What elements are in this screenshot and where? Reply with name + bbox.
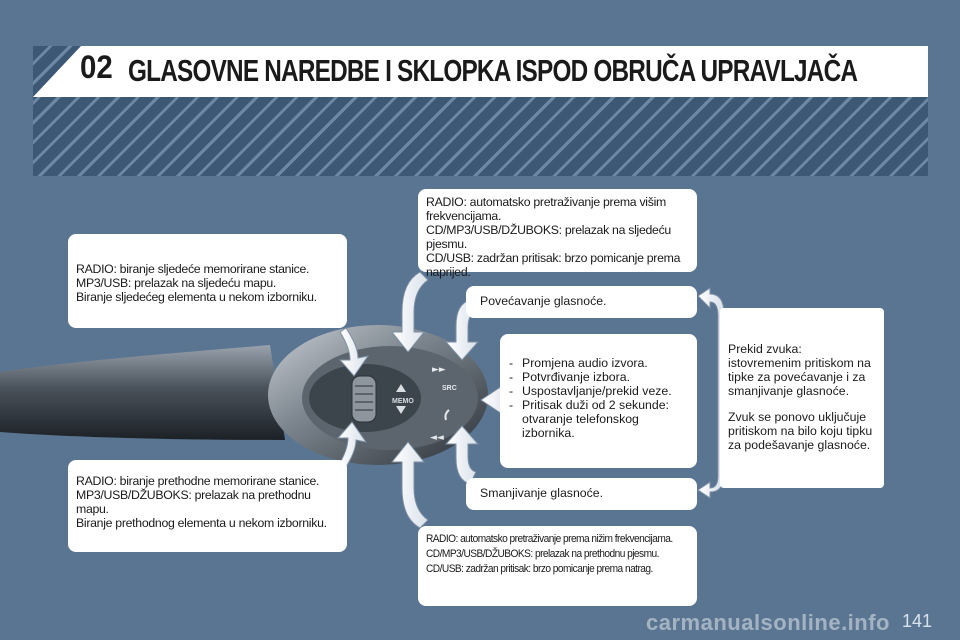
box-volume-up [466, 286, 697, 318]
page-title: GLASOVNE NAREDBE I SKLOPKA ISPOD OBRUČA UPRAVLJAČA [128, 53, 858, 88]
src-label: SRC [442, 385, 457, 392]
next-station-line-1: RADIO: biranje sljedeće memorirane stanice. [76, 262, 310, 276]
prev-station-line-1: RADIO: biranje prethodne memorirane stanice. [76, 474, 320, 488]
src-item-1: - Promjena audio izvora. [506, 356, 691, 370]
seek-forward-icon: ►► [432, 365, 446, 375]
src-list [506, 356, 691, 440]
seek-back-icon: ◄◄ [430, 433, 444, 443]
page-number: 141 [901, 611, 932, 631]
box-prev-station [68, 460, 347, 552]
watermark: carmanualsonline.info [646, 610, 890, 635]
memo-label: MEMO [392, 398, 414, 405]
volume-up-text: Povećavanje glasnoće. [480, 294, 607, 308]
seek-up-line-3: CD/USB: zadržan pritisak: brzo pomicanje prema naprijed. [426, 251, 681, 279]
mute-paragraph-1: Prekid zvuka: istovremenim pritiskom na tipke za povećavanje i za smanjivanje glasnoće. [728, 342, 871, 398]
box-mute [720, 308, 884, 488]
box-src [500, 334, 697, 468]
box-seek-up [418, 189, 697, 279]
seek-down-line-2: CD/MP3/USB/DŽUBOKS: prelazak na prethodnu pjesmu. [426, 548, 659, 560]
chapter-number: 02 [80, 49, 113, 85]
next-station-line-3: Biranje sljedećeg elementa u nekom izborniku. [76, 290, 317, 304]
next-station-line-2: MP3/USB: prelazak na sljedeću mapu. [76, 276, 277, 290]
thumbwheel [352, 376, 376, 422]
seek-down-line-1: RADIO: automatsko pretraživanje prema nižim frekvencijama. [426, 533, 673, 545]
stalk-body [0, 345, 285, 440]
prev-station-line-3: Biranje prethodnog elementa u nekom izborniku. [76, 516, 327, 530]
box-seek-down [418, 526, 697, 606]
src-item-4: - Pritisak duži od 2 sekunde: otvaranje telefonskog izbornika. [506, 398, 691, 440]
src-item-2: - Potvrđivanje izbora. [506, 370, 691, 384]
prev-station-line-2: MP3/USB/DŽUBOKS: prelazak na prethodnu mapu. [76, 488, 311, 516]
seek-down-line-3: CD/USB: zadržan pritisak: brzo pomicanje prema natrag. [426, 563, 653, 575]
mute-paragraph-2: Zvuk se ponovo uključuje pritiskom na bilo koju tipku za podešavanje glasnoće. [728, 410, 873, 452]
box-volume-down [466, 478, 697, 510]
volume-down-text: Smanjivanje glasnoće. [480, 486, 604, 500]
src-item-3: - Uspostavljanje/prekid veze. [506, 384, 691, 398]
seek-up-line-2: CD/MP3/USB/DŽUBOKS: prelazak na sljedeću pjesmu. [426, 223, 671, 251]
seek-up-line-1: RADIO: automatsko pretraživanje prema višim frekvencijama. [426, 195, 666, 223]
box-next-station [68, 234, 347, 328]
